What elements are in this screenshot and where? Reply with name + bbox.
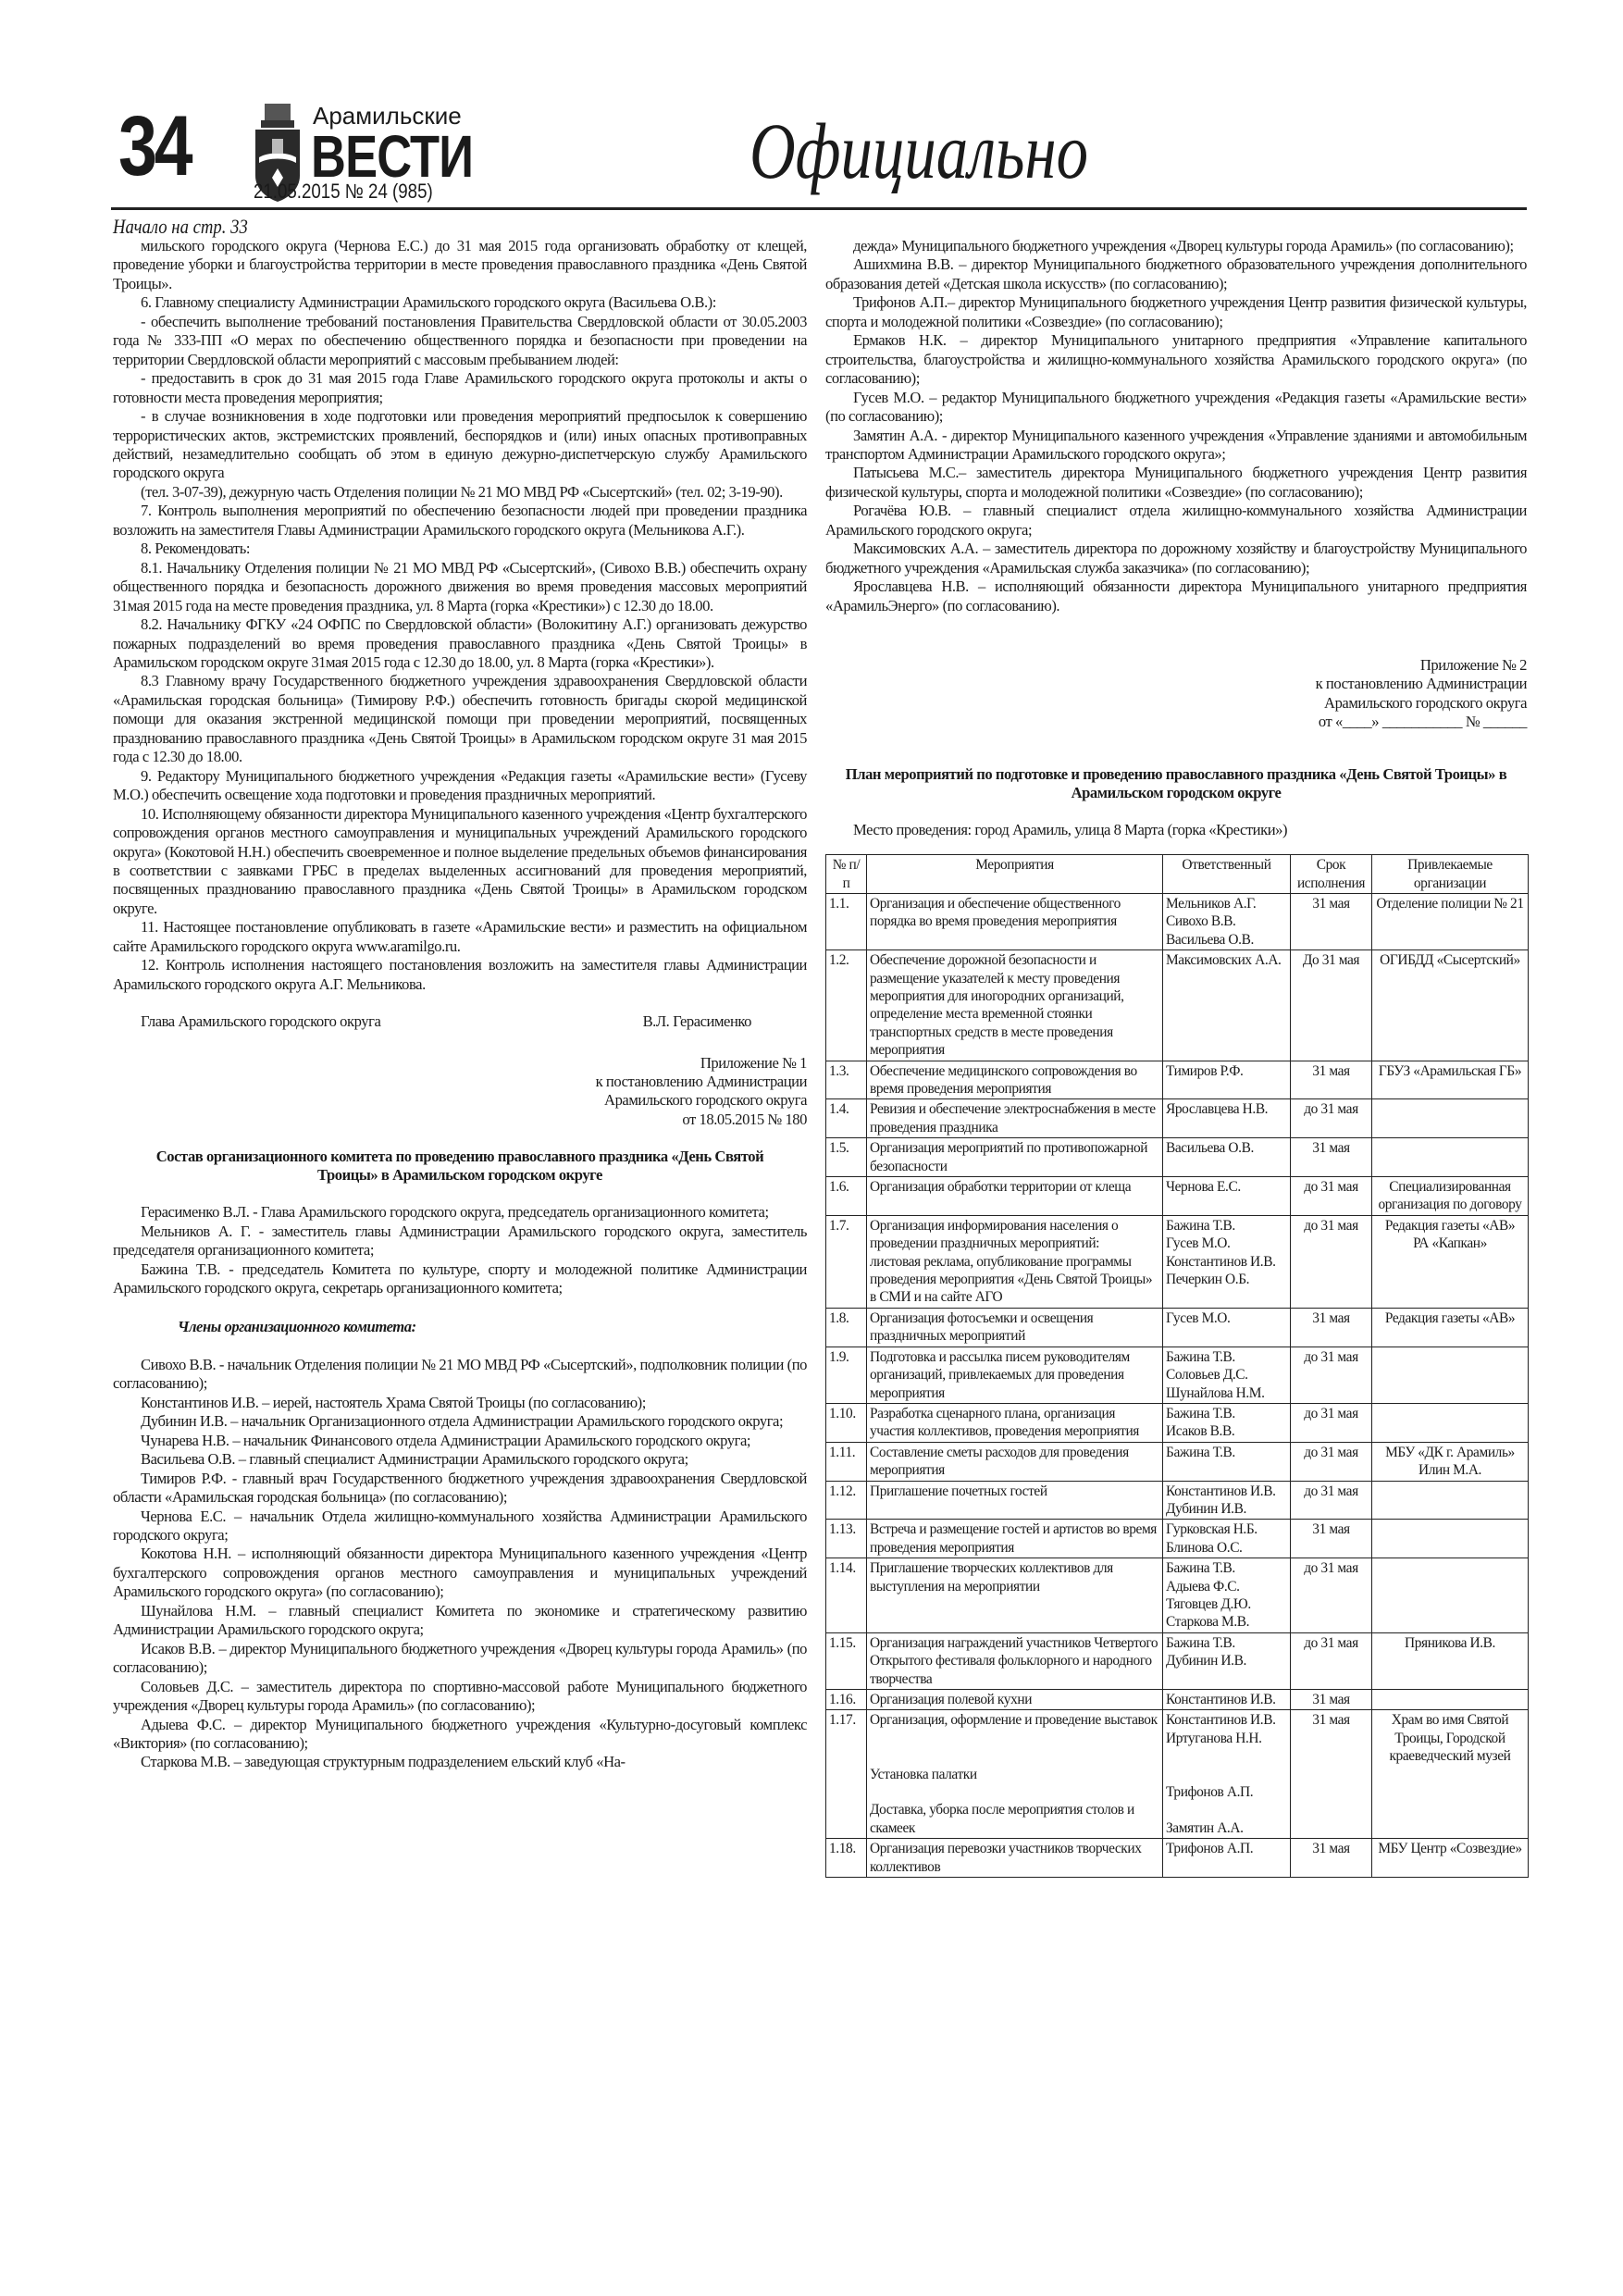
paragraph: дежда» Муниципального бюджетного учреждения «Дворец культуры города Арамиль» (по согласованию); bbox=[853, 237, 1514, 254]
paragraph: Мельников А. Г. - заместитель главы Администрации Арамильского городского округа, заместитель председателя организационного комитета; bbox=[113, 1222, 807, 1260]
plan-heading: План мероприятий по подготовке и проведению православного праздника «День Святой Троицы» в Арамильском городском округе bbox=[845, 764, 1507, 801]
col-number-cell: 1.1. bbox=[826, 893, 867, 949]
col-organizations-cell: Редакция газеты «АВ» РА «Капкан» bbox=[1372, 1215, 1529, 1308]
col-deadline-cell: 31 мая bbox=[1291, 1138, 1372, 1177]
header-divider bbox=[111, 207, 1527, 210]
table-row bbox=[826, 1442, 1529, 1481]
table-row bbox=[826, 1520, 1529, 1558]
appendix-2-header bbox=[825, 656, 1527, 732]
appendix-1-header bbox=[113, 1054, 807, 1130]
col-deadline-cell: 31 мая bbox=[1291, 1308, 1372, 1347]
col-activity-cell: Обеспечение медицинского сопровождения во время проведения мероприятия bbox=[867, 1061, 1163, 1099]
appendix-line: Арамильского городского округа bbox=[604, 1091, 807, 1110]
col-organizations-cell: ОГИБДД «Сысертский» bbox=[1372, 950, 1529, 1061]
logo-title-line2: ВЕСТИ bbox=[311, 123, 474, 190]
col-responsible-cell: Константинов И.В. bbox=[1163, 1690, 1291, 1710]
paragraph: 10. Исполняющему обязанности директора Муниципального казенного учреждения «Центр бухгалтерского сопровождения органов местного самоуправления и муниципальных учреждений Арамильского городского округа» (Кокотовой Н.Н.) обеспечить своевременное и полное выделение предельных объемов финансирования в соответствии с заявками ГРБС в пределах выделенных ассигнований для проведения мероприятий, посвященных празднованию православного праздника «День Святой Троицы» в Арамильском городском округе. bbox=[113, 804, 807, 917]
col-activity-cell: Организация мероприятий по противопожарной безопасности bbox=[867, 1138, 1163, 1177]
col-responsible-cell: Ярославцева Н.В. bbox=[1163, 1099, 1291, 1138]
paragraph: Васильева О.В. – главный специалист Администрации Арамильского городского округа; bbox=[141, 1450, 688, 1469]
paragraph: мильского городского округа (Чернова Е.С.) до 31 мая 2015 года организовать обработку от клещей, проведение уборки и благоустройства территории в месте проведения православного праздника «День Святой Троицы». bbox=[113, 237, 807, 292]
paragraph: - предоставить в срок до 31 мая 2015 года Главе Арамильского городского округа протоколы и акты о готовности места проведения мероприятия; bbox=[113, 369, 807, 406]
col-responsible-cell: Васильева О.В. bbox=[1163, 1138, 1291, 1177]
col-number-cell: 1.7. bbox=[826, 1215, 867, 1308]
col-deadline-header: Срок исполнения bbox=[1291, 855, 1372, 894]
col-organizations-cell: Пряникова И.В. bbox=[1372, 1632, 1529, 1689]
col-number-cell: 1.15. bbox=[826, 1632, 867, 1689]
col-activity-cell: Обеспечение дорожной безопасности и размещение указателей к месту проведения мероприятия для иногородних организаций, определение места временной стоянки транспортных средств в месте проведения мероприятия bbox=[867, 950, 1163, 1061]
table-row bbox=[826, 1481, 1529, 1520]
col-number-cell: 1.16. bbox=[826, 1690, 867, 1710]
table-row bbox=[826, 1632, 1529, 1689]
col-responsible-cell: Трифонов А.П. bbox=[1163, 1839, 1291, 1878]
col-responsible-cell: Чернова Е.С. bbox=[1163, 1177, 1291, 1216]
col-deadline-cell: 31 мая bbox=[1291, 1839, 1372, 1878]
paragraph: (тел. 3-07-39), дежурную часть Отделения полиции № 21 МО МВД РФ «Сысертский» (тел. 02; 3-19-90). bbox=[141, 482, 783, 501]
col-number-cell: 1.18. bbox=[826, 1839, 867, 1878]
table-row bbox=[826, 893, 1529, 949]
col-number-cell: 1.13. bbox=[826, 1520, 867, 1558]
col-deadline-cell: до 31 мая bbox=[1291, 1347, 1372, 1403]
paragraph: - в случае возникновения в ходе подготовки или проведения мероприятий предпосылок к совершению террористических актов, экстремистских проявлений, беспорядков и (или) иных опасных противоправных действий, незамедлительно сообщать об этом в единую дежурно-диспетчерскую службу Арамильского городского округа bbox=[113, 407, 807, 482]
paragraph: 8.2. Начальнику ФГКУ «24 ОФПС по Свердловской области» (Волокитину А.Г.) организовать дежурство пожарных подразделений во время проведения православного праздника «День Святой Троицы» в Арамильском городском округе 31мая 2015 года с 12.30 до 18.00, ул. 8 Марта (горка «Крестики»). bbox=[113, 615, 807, 671]
table-body bbox=[826, 893, 1529, 1877]
paragraph: Соловьев Д.С. – заместитель директора по спортивно-массовой работе Муниципального бюджетного учреждения «Дворец культуры города Арамиль» (по согласованию); bbox=[113, 1677, 807, 1715]
col-activity-cell: Встреча и размещение гостей и артистов во время проведения мероприятия bbox=[867, 1520, 1163, 1558]
table-row bbox=[826, 1558, 1529, 1633]
paragraph: Ашихмина В.В. – директор Муниципального бюджетного образовательного учреждения дополнительного образования детей «Детская школа искусств» (по согласованию); bbox=[825, 255, 1527, 292]
col-deadline-cell: 31 мая bbox=[1291, 1710, 1372, 1839]
col-activity-cell: Подготовка и рассылка писем руководителям организаций, привлекаемых для проведения мероприятия bbox=[867, 1347, 1163, 1403]
table-row bbox=[826, 1839, 1529, 1878]
table-row bbox=[826, 1690, 1529, 1710]
appendix-line: к постановлению Администрации bbox=[595, 1072, 807, 1090]
left-column bbox=[113, 237, 807, 1772]
table-row bbox=[826, 1215, 1529, 1308]
event-place: Место проведения: город Арамиль, улица 8 Марта (горка «Крестики») bbox=[853, 820, 1288, 838]
col-organizations-cell bbox=[1372, 1520, 1529, 1558]
col-activity-cell: Ревизия и обеспечение электроснабжения в месте проведения праздника bbox=[867, 1099, 1163, 1138]
col-organizations-cell bbox=[1372, 1138, 1529, 1177]
paragraph: 8.1. Начальнику Отделения полиции № 21 МО МВД РФ «Сысертский», (Сивохо В.В.) обеспечить охрану общественного порядка и безопасность дорожного движения во время проведения массовых мероприятий 31мая 2015 года на месте проведения праздника, ул. 8 Марта (горка «Крестики») с 12.30 до 18.00. bbox=[113, 558, 807, 614]
paragraph: Кокотова Н.Н. – исполняющий обязанности директора Муниципального казенного учреждения «Центр бухгалтерского сопровождения органов местного самоуправления и муниципальных учреждений Арамильского городского округа» (по согласованию); bbox=[113, 1545, 807, 1601]
table-row bbox=[826, 1308, 1529, 1347]
paragraph: 9. Редактору Муниципального бюджетного учреждения «Редакция газеты «Арамильские вести» (Гусеву М.О.) обеспечить освещение хода подготовки и проведения праздничных мероприятий. bbox=[113, 766, 807, 804]
paragraph: Адыева Ф.С. – директор Муниципального бюджетного учреждения «Культурно-досуговый комплекс «Виктория» (по согласованию); bbox=[113, 1715, 807, 1752]
paragraph: Замятин А.А. - директор Муниципального казенного учреждения «Управление зданиями и автомобильным транспортом Администрации Арамильского городского округа»; bbox=[825, 426, 1527, 463]
paragraph: Сивохо В.В. - начальник Отделения полиции № 21 МО МВД РФ «Сысертский», подполковник полиции (по согласованию); bbox=[113, 1355, 807, 1393]
appendix-line: от 18.05.2015 № 180 bbox=[682, 1110, 807, 1128]
paragraph: Старкова М.В. – заведующая структурным подразделением ельский клуб «На- bbox=[141, 1753, 626, 1771]
col-organizations-cell bbox=[1372, 1099, 1529, 1138]
paragraph: Константинов И.В. – иерей, настоятель Храма Святой Троицы (по согласованию); bbox=[141, 1393, 646, 1411]
col-activity-cell: Организация полевой кухни bbox=[867, 1690, 1163, 1710]
col-organizations-header: Привлекаемые организации bbox=[1372, 855, 1529, 894]
col-deadline-cell: до 31 мая bbox=[1291, 1481, 1372, 1520]
col-activity-cell: Организация информирования населения о проведении праздничных мероприятий: листовая реклама, опубликование программы проведения мероприятия «День Святой Троицы» в СМИ и на сайте АГО bbox=[867, 1215, 1163, 1308]
col-deadline-cell: 31 мая bbox=[1291, 1520, 1372, 1558]
paragraph: Дубинин И.В. – начальник Организационного отдела Администрации Арамильского городского округа; bbox=[141, 1412, 784, 1431]
col-organizations-cell: ГБУЗ «Арамильская ГБ» bbox=[1372, 1061, 1529, 1099]
section-title: Официально bbox=[750, 106, 1088, 195]
col-activity-header: Мероприятия bbox=[867, 855, 1163, 894]
committee-heading: Состав организационного комитета по проведению православного праздника «День Святой Троицы» в Арамильском городском округе bbox=[155, 1148, 764, 1185]
col-organizations-cell: Храм во имя Святой Троицы, Городской краеведческий музей bbox=[1372, 1710, 1529, 1839]
committee-members bbox=[113, 1356, 807, 1772]
paragraph: Тимиров Р.Ф. - главный врач Государственного бюджетного учреждения здравоохранения Свердловской области «Арамильская городская больница» (по согласованию); bbox=[113, 1469, 807, 1507]
col-activity-cell: Организация обработки территории от клеща bbox=[867, 1177, 1163, 1216]
members-heading: Члены организационного комитета: bbox=[178, 1318, 416, 1336]
col-organizations-cell: Отделение полиции № 21 bbox=[1372, 893, 1529, 949]
paragraph: 8. Рекомендовать: bbox=[141, 540, 250, 558]
col-responsible-cell: Бажина Т.В. Исаков В.В. bbox=[1163, 1403, 1291, 1442]
col-deadline-cell: 31 мая bbox=[1291, 893, 1372, 949]
decree-paragraphs bbox=[113, 237, 807, 994]
col-deadline-cell: до 31 мая bbox=[1291, 1442, 1372, 1481]
right-column bbox=[825, 237, 1527, 1878]
col-number-cell: 1.9. bbox=[826, 1347, 867, 1403]
col-deadline-cell: до 31 мая bbox=[1291, 1177, 1372, 1216]
committee-members-continued bbox=[825, 237, 1527, 615]
paragraph: 7. Контроль выполнения мероприятий по обеспечению безопасности людей при проведении праздника возложить на заместителя Главы Администрации Арамильского городского округа (Мельникова А.Г.). bbox=[113, 502, 807, 539]
plan-table bbox=[825, 854, 1529, 1878]
col-number-cell: 1.2. bbox=[826, 950, 867, 1061]
paragraph: 11. Настоящее постановление опубликовать в газете «Арамильские вести» и разместить на официальном сайте Арамильского городского округа www.aramilgo.ru. bbox=[113, 918, 807, 955]
col-organizations-cell bbox=[1372, 1403, 1529, 1442]
col-activity-cell: Организация и обеспечение общественного порядка во время проведения мероприятия bbox=[867, 893, 1163, 949]
appendix-line: к постановлению Администрации bbox=[1315, 675, 1527, 693]
col-organizations-cell: МБУ Центр «Созвездие» bbox=[1372, 1839, 1529, 1878]
col-organizations-cell bbox=[1372, 1481, 1529, 1520]
col-deadline-cell: до 31 мая bbox=[1291, 1215, 1372, 1308]
col-number-cell: 1.11. bbox=[826, 1442, 867, 1481]
col-number-cell: 1.14. bbox=[826, 1558, 867, 1633]
paragraph: Бажина Т.В. - председатель Комитета по культуре, спорту и молодежной политике Администрации Арамильского городского округа, секретарь организационного комитета; bbox=[113, 1260, 807, 1297]
table-row bbox=[826, 1177, 1529, 1216]
paragraph: Максимовских А.А. – заместитель директора по дорожному хозяйству и благоустройству Муниципального бюджетного учреждения «Арамильская служба заказчика» (по согласованию); bbox=[825, 540, 1527, 577]
table-row bbox=[826, 950, 1529, 1061]
table-row bbox=[826, 1061, 1529, 1099]
issue-date-number: 21.05.2015 № 24 (985) bbox=[254, 180, 433, 203]
col-number-cell: 1.10. bbox=[826, 1403, 867, 1442]
col-deadline-cell: до 31 мая bbox=[1291, 1099, 1372, 1138]
col-activity-cell: Организация фотосъемки и освещения праздничных мероприятий bbox=[867, 1308, 1163, 1347]
col-activity-cell: Организация, оформление и проведение выставок Установка палатки Доставка, уборка после мероприятия столов и скамеек bbox=[867, 1710, 1163, 1839]
continued-from-note: Начало на стр. 33 bbox=[113, 215, 248, 238]
col-activity-cell: Организация перевозки участников творческих коллективов bbox=[867, 1839, 1163, 1878]
col-activity-cell: Разработка сценарного плана, организация участия коллективов, проведения мероприятия bbox=[867, 1403, 1163, 1442]
paragraph: Патысьева М.С.– заместитель директора Муниципального бюджетного учреждения Центр развития физической культуры, спорта и молодежной политики «Созвездие» (по согласованию); bbox=[825, 464, 1527, 501]
col-responsible-cell: Бажина Т.В. Гусев М.О. Константинов И.В. Печеркин О.Б. bbox=[1163, 1215, 1291, 1308]
table-row bbox=[826, 1710, 1529, 1839]
paragraph: Ярославцева Н.В. – исполняющий обязанности директора Муниципального унитарного предприятия «АрамильЭнерго» (по согласованию). bbox=[825, 577, 1527, 614]
paragraph: Гусев М.О. – редактор Муниципального бюджетного учреждения «Редакция газеты «Арамильские вести» (по согласованию); bbox=[825, 388, 1527, 426]
col-number-header: № п/п bbox=[826, 855, 867, 894]
col-organizations-cell bbox=[1372, 1558, 1529, 1633]
paragraph: Трифонов А.П.– директор Муниципального бюджетного учреждения Центр развития физической культуры, спорта и молодежной политики «Созвездие» (по согласованию); bbox=[825, 293, 1527, 330]
col-number-cell: 1.12. bbox=[826, 1481, 867, 1520]
paragraph: Шунайлова Н.М. – главный специалист Комитета по экономике и стратегическому развитию Администрации Арамильского городского округа; bbox=[113, 1601, 807, 1639]
paragraph: Исаков В.В. – директор Муниципального бюджетного учреждения «Дворец культуры города Арамиль» (по согласованию); bbox=[113, 1639, 807, 1677]
col-deadline-cell: до 31 мая bbox=[1291, 1403, 1372, 1442]
col-responsible-cell: Бажина Т.В. Дубинин И.В. bbox=[1163, 1632, 1291, 1689]
col-responsible-cell: Бажина Т.В. bbox=[1163, 1442, 1291, 1481]
page-number: 34 bbox=[118, 99, 191, 193]
col-number-cell: 1.8. bbox=[826, 1308, 867, 1347]
col-responsible-cell: Константинов И.В. Дубинин И.В. bbox=[1163, 1481, 1291, 1520]
col-number-cell: 1.4. bbox=[826, 1099, 867, 1138]
paragraph: 12. Контроль исполнения настоящего постановления возложить на заместителя главы Администрации Арамильского городского округа А.Г. Мельникова. bbox=[113, 956, 807, 993]
paragraph: 8.3 Главному врачу Государственного бюджетного учреждения здравоохранения Свердловской области «Арамильская городская больница» (Тимирову Р.Ф.) обеспечить готовность бригады скорой медицинской помощи для оказания экстренной медицинской помощи при проведении мероприятий, посвященных празднованию православного праздника «День Святой Троицы» в Арамильском городском округе 31 мая 2015 года с 12.30 до 18.00. bbox=[113, 672, 807, 766]
col-responsible-cell: Тимиров Р.Ф. bbox=[1163, 1061, 1291, 1099]
table-row bbox=[826, 1099, 1529, 1138]
col-responsible-cell: Гусев М.О. bbox=[1163, 1308, 1291, 1347]
col-responsible-cell: Гурковская Н.Б. Блинова О.С. bbox=[1163, 1520, 1291, 1558]
col-number-cell: 1.3. bbox=[826, 1061, 867, 1099]
col-organizations-cell: МБУ «ДК г. Арамиль» Илин М.А. bbox=[1372, 1442, 1529, 1481]
paragraph: 6. Главному специалисту Администрации Арамильского городского округа (Васильева О.В.): bbox=[141, 293, 716, 312]
col-deadline-cell: 31 мая bbox=[1291, 1690, 1372, 1710]
signature-name: В.Л. Герасименко bbox=[642, 1012, 751, 1031]
col-deadline-cell: до 31 мая bbox=[1291, 1558, 1372, 1633]
col-deadline-cell: 31 мая bbox=[1291, 1061, 1372, 1099]
paragraph: Чунарева Н.В. – начальник Финансового отдела Администрации Арамильского городского округа; bbox=[141, 1431, 751, 1449]
col-organizations-cell: Редакция газеты «АВ» bbox=[1372, 1308, 1529, 1347]
appendix-line: Приложение № 1 bbox=[700, 1053, 807, 1072]
col-organizations-cell bbox=[1372, 1690, 1529, 1710]
col-responsible-cell: Максимовских А.А. bbox=[1163, 950, 1291, 1061]
table-row bbox=[826, 1347, 1529, 1403]
paragraph: Чернова Е.С. – начальник Отдела жилищно-коммунального хозяйства Администрации Арамильского городского округа; bbox=[113, 1507, 807, 1544]
col-activity-cell: Организация награждений участников Четвертого Открытого фестиваля фольклорного и народного творчества bbox=[867, 1632, 1163, 1689]
signature-position: Глава Арамильского городского округа bbox=[141, 1012, 381, 1031]
col-activity-cell: Приглашение творческих коллективов для выступления на мероприятии bbox=[867, 1558, 1163, 1633]
col-activity-cell: Составление сметы расходов для проведения мероприятия bbox=[867, 1442, 1163, 1481]
paragraph: Ермаков Н.К. – директор Муниципального унитарного предприятия «Управление капитального строительства, благоустройства и жилищно-коммунального хозяйства Арамильского городского округа» (по согласованию); bbox=[825, 331, 1527, 388]
col-responsible-cell: Бажина Т.В. Адыева Ф.С. Тяговцев Д.Ю. Старкова М.В. bbox=[1163, 1558, 1291, 1633]
col-deadline-cell: До 31 мая bbox=[1291, 950, 1372, 1061]
col-number-cell: 1.5. bbox=[826, 1138, 867, 1177]
paragraph: Герасименко В.Л. - Глава Арамильского городского округа, председатель организационного комитета; bbox=[141, 1203, 769, 1222]
table-row bbox=[826, 1138, 1529, 1177]
paragraph: Рогачёва Ю.В. – главный специалист отдела жилищно-коммунального хозяйства Администрации Арамильского городского округа; bbox=[825, 502, 1527, 539]
table-header-row bbox=[826, 855, 1529, 894]
signature-block bbox=[141, 1012, 807, 1031]
col-number-cell: 1.17. bbox=[826, 1710, 867, 1839]
col-organizations-cell: Специализированная организация по договору bbox=[1372, 1177, 1529, 1216]
committee-leaders bbox=[113, 1203, 807, 1297]
col-responsible-cell: Бажина Т.В. Соловьев Д.С. Шунайлова Н.М. bbox=[1163, 1347, 1291, 1403]
col-deadline-cell: до 31 мая bbox=[1291, 1632, 1372, 1689]
appendix-line: Приложение № 2 bbox=[1419, 656, 1527, 675]
appendix-line: Арамильского городского округа bbox=[1324, 693, 1527, 712]
logo-title-line1: Арамильские bbox=[313, 102, 462, 130]
col-number-cell: 1.6. bbox=[826, 1177, 867, 1216]
table-row bbox=[826, 1403, 1529, 1442]
col-organizations-cell bbox=[1372, 1347, 1529, 1403]
col-responsible-cell: Константинов И.В. Иртуганова Н.Н. Трифонов А.П. Замятин А.А. bbox=[1163, 1710, 1291, 1839]
appendix-line: от «____» ___________ № ______ bbox=[1318, 713, 1527, 731]
paragraph: - обеспечить выполнение требований постановления Правительства Свердловской области от 30.05.2003 года № 333-ПП «О мерах по обеспечению общественного порядка и безопасности при проведении на территории Свердловской области мероприятий с массовым пребыванием людей: bbox=[113, 312, 807, 368]
col-responsible-cell: Мельников А.Г. Сивохо В.В. Васильева О.В. bbox=[1163, 893, 1291, 949]
col-activity-cell: Приглашение почетных гостей bbox=[867, 1481, 1163, 1520]
col-responsible-header: Ответственный bbox=[1163, 855, 1291, 894]
